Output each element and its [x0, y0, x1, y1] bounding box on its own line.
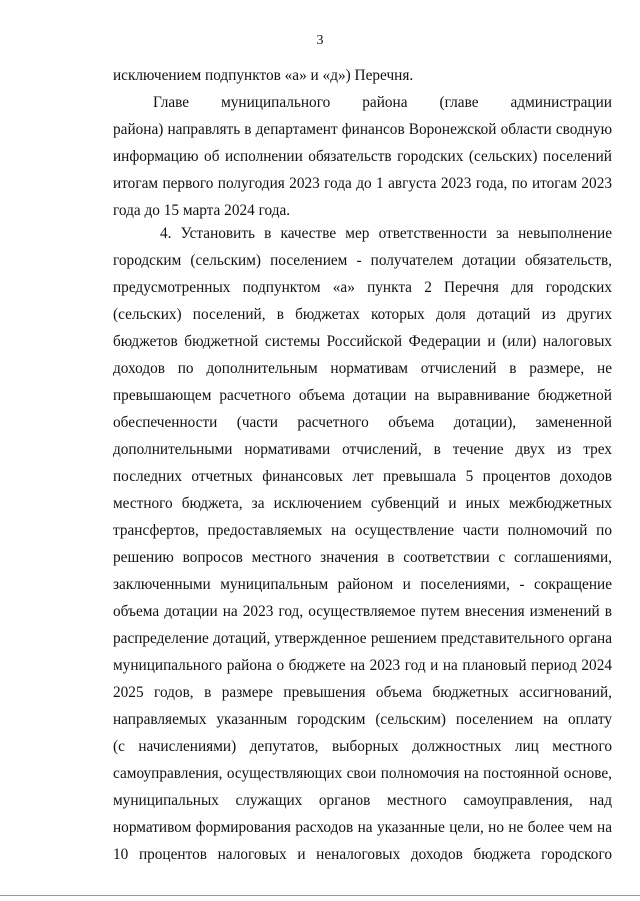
paragraph-item-4: [113, 220, 612, 868]
text-line: заключенными муниципальным районом и поселениями, - сокращение: [113, 576, 612, 593]
text-line: исключением подпунктов «а» и «д») Перечня.: [113, 67, 414, 84]
text-line: последних отчетных финансовых лет превышала 5 процентов доходов: [113, 468, 612, 485]
text-line: обеспеченности (части расчетного объема дотации), замененной: [113, 414, 612, 431]
text-line: городским (сельским) поселением - получателем дотации обязательств,: [113, 252, 612, 269]
text-line: решению вопросов местного значения в соответствии с соглашениями,: [113, 549, 612, 566]
text-line: муниципальных служащих органов местного самоуправления, над: [113, 792, 612, 809]
text-line: Главе муниципального района (главе администрации: [153, 94, 612, 111]
scan-edge-line: [0, 895, 640, 896]
text-line: бюджетов бюджетной системы Российской Федерации и (или) налоговых: [113, 333, 612, 350]
text-line: трансфертов, предоставляемых на осуществление части полномочий по: [113, 522, 612, 539]
text-line: объема дотации на 2023 год, осуществляемое путем внесения изменений в: [113, 603, 612, 620]
text-line: предусмотренных подпунктом «а» пункта 2 Перечня для городских: [113, 279, 612, 296]
text-line: итогам первого полугодия 2023 года до 1 августа 2023 года, по итогам 2023: [113, 175, 612, 192]
text-line: 10 процентов налоговых и неналоговых доходов бюджета городского: [113, 846, 612, 863]
text-line: (с начислениями) депутатов, выборных должностных лиц местного: [113, 738, 612, 755]
text-line: информацию об исполнении обязательств городских (сельских) поселений: [113, 148, 612, 165]
text-line: нормативом формирования расходов на указанные цели, но не более чем на: [113, 819, 612, 836]
text-line: (сельских) поселений, в бюджетах которых доля дотаций из других: [113, 306, 612, 323]
text-line: доходов по дополнительным нормативам отчислений в размере, не: [113, 360, 612, 377]
paragraph-continuation: [113, 62, 612, 89]
text-line: года до 15 марта 2024 года.: [113, 202, 291, 219]
text-line: района) направлять в департамент финансов Воронежской области сводную: [113, 121, 612, 138]
text-line: превышающем расчетного объема дотации на выравнивание бюджетной: [113, 387, 612, 404]
text-line: самоуправления, осуществляющих свои полномочия на постоянной основе,: [113, 765, 612, 782]
text-line: направляемых указанным городским (сельским) поселением на оплату: [113, 711, 612, 728]
text-line: 4. Установить в качестве мер ответственности за невыполнение: [160, 225, 612, 242]
paragraph-head-reporting: [113, 89, 612, 224]
text-line: дополнительными нормативами отчислений, в течение двух из трех: [113, 441, 612, 458]
text-line: распределение дотаций, утвержденное решением представительного органа: [113, 630, 612, 647]
text-line: местного бюджета, за исключением субвенций и иных межбюджетных: [113, 495, 612, 512]
text-line: муниципального района о бюджете на 2023 год и на плановый период 2024: [113, 657, 612, 674]
text-line: 2025 годов, в размере превышения объема бюджетных ассигнований,: [113, 684, 612, 701]
page-number: 3: [316, 33, 324, 48]
